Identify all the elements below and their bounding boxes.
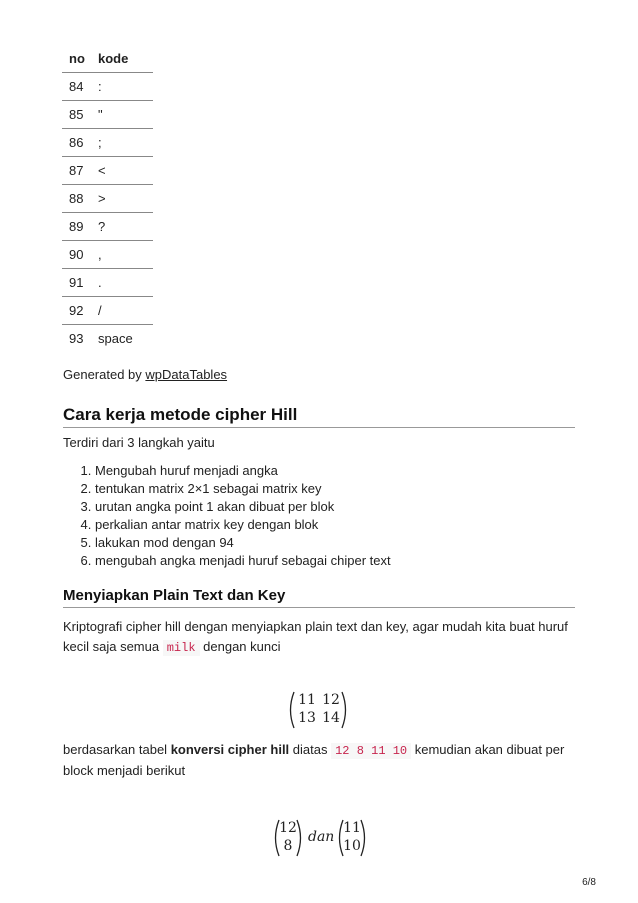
- table-row: [62, 269, 153, 297]
- table-row: [62, 185, 153, 213]
- cell-kode: ,: [91, 241, 153, 269]
- plain-text-paragraph: [63, 617, 573, 658]
- cell-no: 91: [62, 269, 91, 297]
- cell-no: 93: [69, 331, 84, 346]
- table-row: [62, 101, 153, 129]
- conversion-table: [62, 45, 153, 352]
- paragraph-text: diatas: [289, 742, 332, 757]
- cell-kode: ?: [91, 213, 153, 241]
- cell-kode: space: [98, 331, 133, 346]
- matrix-cell: 14: [322, 710, 340, 726]
- steps-list: [63, 462, 391, 570]
- inline-code-plaintext: milk: [163, 640, 200, 656]
- cell-kode: ;: [91, 129, 153, 157]
- generated-prefix: Generated by: [63, 367, 146, 382]
- conversion-paragraph: [63, 740, 583, 781]
- vector-cell: 10: [343, 838, 361, 854]
- cell-no: 86: [62, 129, 91, 157]
- list-item: 3. urutan angka point 1 akan dibuat per blok: [95, 498, 391, 516]
- block-vector-1: [272, 818, 304, 858]
- list-item: 5. lakukan mod dengan 94: [95, 534, 391, 552]
- table-row: [62, 73, 153, 101]
- cell-kode: >: [91, 185, 153, 213]
- cell-kode: :: [91, 73, 153, 101]
- intro-paragraph: Terdiri dari 3 langkah yaitu: [63, 435, 215, 450]
- section-divider: [63, 427, 575, 428]
- cell-no: 92: [62, 297, 91, 325]
- inline-code-numbers: 12 8 11 10: [331, 743, 411, 759]
- bold-text: konversi cipher hill: [170, 742, 290, 757]
- list-item: 1. Mengubah huruf menjadi angka: [95, 462, 391, 480]
- column-header-no: no: [62, 45, 91, 73]
- paragraph-text: kemudian akan dibuat per: [411, 742, 565, 757]
- table-row: [62, 297, 153, 325]
- paragraph-text: block menjadi berikut: [63, 763, 186, 778]
- conjunction-dan: dan: [308, 829, 335, 845]
- cell-no: 89: [62, 213, 91, 241]
- table-row: [62, 129, 153, 157]
- wpdatatables-link[interactable]: wpDataTables: [145, 367, 228, 382]
- matrix-cell: 11: [298, 692, 316, 708]
- cell-kode: .: [91, 269, 153, 297]
- table-header-row: [62, 45, 153, 73]
- vector-cell: 12: [279, 820, 297, 836]
- cell-kode: <: [91, 157, 153, 185]
- cell-no: 85: [62, 101, 91, 129]
- section-title-cara-kerja: Cara kerja metode cipher Hill: [63, 405, 298, 424]
- paragraph-text: dengan kunci: [199, 639, 281, 654]
- paragraph-text: kecil saja semua: [63, 639, 163, 654]
- cell-no: 88: [62, 185, 91, 213]
- generated-by-note: [63, 367, 227, 382]
- list-item: 6. mengubah angka menjadi huruf sebagai chiper text: [95, 552, 391, 570]
- list-item: 4. perkalian antar matrix key dengan blok: [95, 516, 391, 534]
- cell-kode: ": [91, 101, 153, 129]
- paragraph-text: Kriptografi cipher hill dengan menyiapkan plain text dan key, agar mudah kita buat huruf: [63, 619, 568, 634]
- cell-no: 87: [62, 157, 91, 185]
- table-row: [62, 157, 153, 185]
- cell-no: 84: [62, 73, 91, 101]
- paragraph-text: berdasarkan tabel: [63, 742, 171, 757]
- block-vector-2: [336, 818, 368, 858]
- table-row: [62, 213, 153, 241]
- vector-cell: 11: [343, 820, 361, 836]
- key-matrix: [286, 690, 350, 730]
- column-header-kode: kode: [91, 45, 153, 73]
- vector-cell: 8: [283, 838, 293, 854]
- section-title-menyiapkan: Menyiapkan Plain Text dan Key: [63, 587, 286, 604]
- table-row: [62, 325, 153, 353]
- cell-no: 90: [62, 241, 91, 269]
- section-divider: [63, 607, 575, 608]
- cell-kode: /: [91, 297, 153, 325]
- table-row: [62, 241, 153, 269]
- page-number: 6/8: [582, 877, 596, 888]
- list-item: 2. tentukan matrix 2×1 sebagai matrix key: [95, 480, 391, 498]
- matrix-cell: 13: [298, 710, 316, 726]
- matrix-cell: 12: [322, 692, 340, 708]
